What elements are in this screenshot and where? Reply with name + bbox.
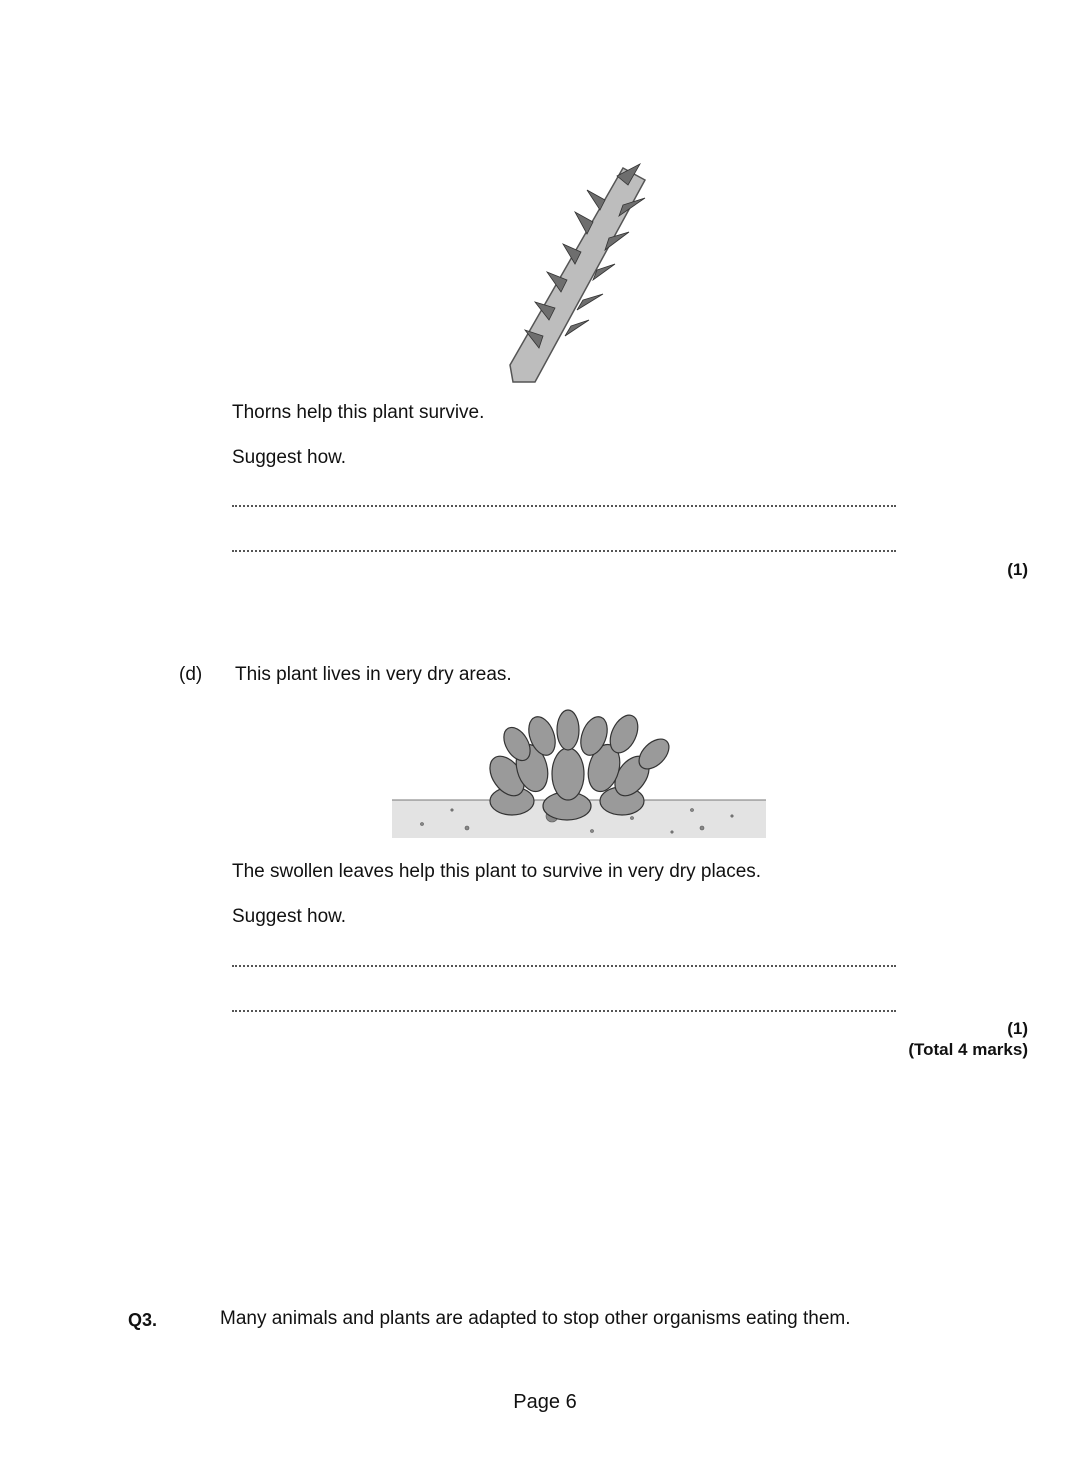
part-d-intro: This plant lives in very dry areas. xyxy=(235,664,512,685)
part-d-marks: (1) xyxy=(1007,1019,1028,1038)
part-c-prompt: Suggest how. xyxy=(232,447,347,468)
part-c-statement: Thorns help this plant survive. xyxy=(232,402,485,423)
part-c-marks: (1) xyxy=(1007,560,1028,579)
q3-number: Q3. xyxy=(128,1310,158,1330)
part-d-answer-line-1[interactable] xyxy=(232,965,896,967)
part-d-label: (d) xyxy=(179,664,203,685)
part-d-statement: The swollen leaves help this plant to survive in very dry places. xyxy=(232,861,762,882)
part-c-answer-line-1[interactable] xyxy=(232,505,896,507)
page-number: Page 6 xyxy=(513,1391,577,1413)
q3-text: Many animals and plants are adapted to stop other organisms eating them. xyxy=(220,1308,851,1329)
part-d-answer-line-2[interactable] xyxy=(232,1010,896,1012)
part-d-prompt: Suggest how. xyxy=(232,906,347,927)
part-c-answer-line-2[interactable] xyxy=(232,550,896,552)
thorny-stem-image xyxy=(505,160,655,382)
succulent-plant-image xyxy=(392,706,766,838)
total-marks: (Total 4 marks) xyxy=(908,1040,1028,1059)
